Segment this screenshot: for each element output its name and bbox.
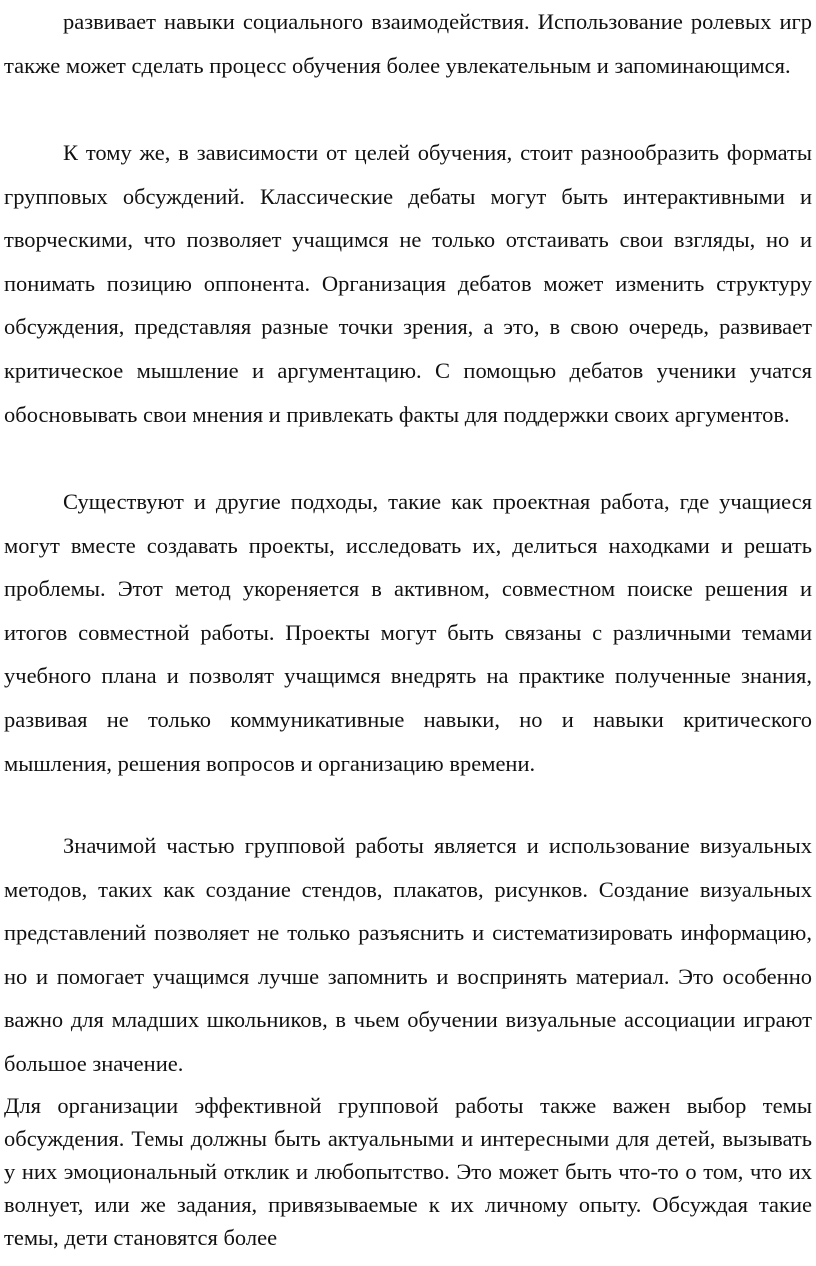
paragraph-3: Существуют и другие подходы, такие как проектная работа, где учащиеся могут вместе создавать проекты, исследовать их, делиться находками и решать проблемы. Этот метод укореняется в активном, совместном поиске решения и итогов совместной работы. Проекты могут быть связаны с различными темами учебного плана и позволят учащимся внедрять на практике полученные знания, развивая не только коммуникативные навыки, но и навыки критического мышления, решения вопросов и организацию времени.: [4, 489, 812, 776]
paragraph-1: развивает навыки социального взаимодействия. Использование ролевых игр также может сделать процесс обучения более увлекательным и запоминающимся.: [4, 9, 812, 78]
paragraph-2: К тому же, в зависимости от целей обучения, стоит разнообразить форматы групповых обсуждений. Классические дебаты могут быть интерактивными и творческими, что позволяет учащимся не только отстаивать свои взгляды, но и понимать позицию оппонента. Организация дебатов может изменить структуру обсуждения, представляя разные точки зрения, а это, в свою очередь, развивает критическое мышление и аргументацию. С помощью дебатов ученики учатся обосновывать свои мнения и привлекать факты для поддержки своих аргументов.: [4, 140, 812, 427]
paragraph-4: Значимой частью групповой работы является и использование визуальных методов, таких как создание стендов, плакатов, рисунков. Создание визуальных представлений позволяет не только разъяснить и систематизировать информацию, но и помогает учащимся лучше запомнить и воспринять материал. Это особенно важно для младших школьников, в чьем обучении визуальные ассоциации играют большое значение.: [4, 833, 812, 1076]
paragraph-5: Для организации эффективной групповой работы также важен выбор темы обсуждения. Темы должны быть актуальными и интересными для детей, вызывать у них эмоциональный отклик и любопытство. Это может быть что-то о том, что их волнует, или же задания, привязываемые к их личному опыту. Обсуждая такие темы, дети становятся более: [4, 1093, 812, 1250]
